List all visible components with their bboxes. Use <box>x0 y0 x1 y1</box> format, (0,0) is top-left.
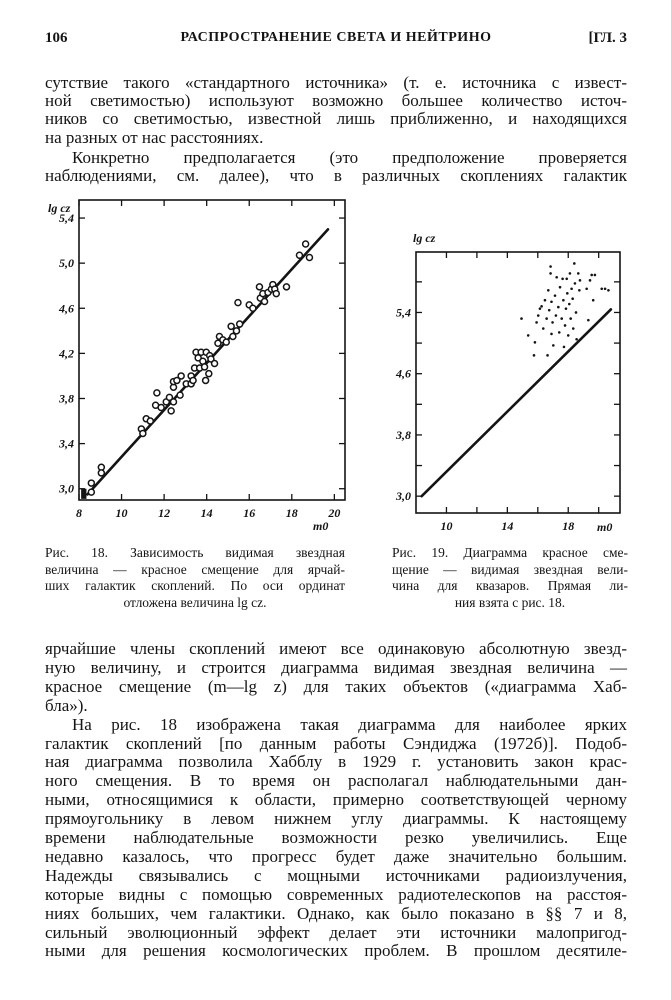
text-line: сильный эволюционный эффект делает эти источники малопригод- <box>45 922 627 942</box>
data-point <box>306 255 312 261</box>
data-point <box>570 287 573 290</box>
data-point <box>578 289 581 292</box>
data-point <box>206 371 212 377</box>
data-point <box>540 305 543 308</box>
data-point <box>223 339 229 345</box>
data-point <box>212 361 218 367</box>
data-point <box>546 354 549 357</box>
data-point <box>587 319 590 322</box>
y-tick-label: 4,6 <box>59 301 74 316</box>
data-point <box>554 294 557 297</box>
text-line: ниях больших, чем галактики. Однако, как было показано в §§ 7 и 8, <box>45 903 627 923</box>
text-line: Конкретно предполагается (это предположение проверяется <box>72 148 627 167</box>
text-line: ников со светимостью, известной лишь приближенно, и находящихся <box>45 109 627 128</box>
data-point <box>565 307 568 310</box>
fit-line <box>88 229 328 494</box>
data-point <box>273 291 279 297</box>
data-point <box>555 276 558 279</box>
figure-18-caption <box>45 545 345 611</box>
data-point <box>563 346 566 349</box>
data-point <box>237 321 243 327</box>
data-point <box>575 338 578 341</box>
data-point <box>555 314 558 317</box>
x-tick-label: 18 <box>562 519 575 533</box>
data-point <box>544 299 547 302</box>
data-point <box>168 408 174 414</box>
data-point <box>568 303 571 306</box>
data-point <box>545 317 548 320</box>
caption-line: ших галактик скоплений. По оси ординат <box>45 578 345 593</box>
data-point <box>569 317 572 320</box>
page-number: 106 <box>45 30 68 46</box>
text-line: галактик скоплений [по данным работы Сэндиджа (1972б)]. Подоб- <box>45 733 627 753</box>
data-point <box>562 299 565 302</box>
data-point <box>577 272 580 275</box>
plot-frame <box>416 252 620 513</box>
y-tick-label: 4,2 <box>59 346 74 361</box>
data-point <box>158 405 164 411</box>
data-point <box>202 364 208 370</box>
y-tick-label: 3,8 <box>396 427 411 442</box>
text-line: прямоугольнику в левом нижнем углу диаграммы. К настоящему <box>45 809 627 829</box>
caption-line: ния взята с рис. 18. <box>454 594 566 610</box>
data-point <box>262 299 268 305</box>
text-line: красное смещение (m—lg z) для таких объектов («диаграмма Хаб- <box>45 676 627 696</box>
x-tick-label: 16 <box>243 506 256 520</box>
text-line: бла»). <box>45 695 88 715</box>
text-line: ными для решения космологических проблем. В прошлом десятиле- <box>45 941 627 961</box>
data-point <box>548 309 551 312</box>
data-point <box>567 334 570 337</box>
data-point <box>98 470 104 476</box>
data-point <box>170 399 176 405</box>
data-point <box>571 297 574 300</box>
data-point <box>537 314 540 317</box>
text-line: ными, относящимися к области, примерно соответствующей черному <box>45 790 627 810</box>
data-point <box>566 292 569 295</box>
data-point <box>542 327 545 330</box>
text-line: недавно казалось, что прогресс будет даже значительно большим. <box>45 846 627 866</box>
caption-line: чина для квазаров. Прямая ли- <box>392 578 628 593</box>
data-point <box>190 377 196 383</box>
data-point <box>177 392 183 398</box>
caption-line: Рис. 19. Диаграмма красное сме- <box>392 545 628 560</box>
caption-line: отложена величина lg cz. <box>123 594 267 610</box>
caption-line: величина — красное смещение для ярчай- <box>45 561 345 577</box>
text-line: времени наблюдательные возможности резко увеличились. Еще <box>45 828 627 847</box>
data-point <box>552 344 555 347</box>
x-tick-label: 10 <box>440 519 453 533</box>
y-tick-label: 5,4 <box>396 305 411 320</box>
x-tick-label: 14 <box>200 506 213 520</box>
data-point <box>520 317 523 320</box>
data-point <box>558 331 561 334</box>
data-point <box>600 287 603 290</box>
data-point <box>569 272 572 275</box>
x-tick-label: 18 <box>285 506 298 520</box>
text-line: ная диаграмма позволила Хабблу в 1929 г. установить закон крас- <box>45 752 627 772</box>
data-point <box>607 289 610 292</box>
data-point <box>256 284 262 290</box>
data-point <box>557 306 560 309</box>
data-point <box>604 287 607 290</box>
fit-line <box>422 309 611 496</box>
text-line: наблюдениями, см. далее), что в различных скоплениях галактик <box>45 166 627 185</box>
figure-19-chart <box>380 220 640 540</box>
data-point <box>551 321 554 324</box>
data-point <box>154 390 160 396</box>
data-point <box>575 311 578 314</box>
data-point <box>560 317 563 320</box>
figure-19-caption <box>392 545 628 611</box>
text-line: На рис. 18 изображена такая диаграмма для наиболее ярких <box>72 714 627 734</box>
data-point <box>539 307 542 310</box>
chapter-label: [ГЛ. 3 <box>588 30 627 46</box>
text-line: ную величину, и строится диаграмма видимая звездная величина — <box>45 657 627 677</box>
y-axis-label: lg cz <box>48 201 71 215</box>
data-point <box>228 323 234 329</box>
x-axis-label: m0 <box>313 519 329 533</box>
data-point <box>534 341 537 344</box>
data-point <box>233 328 239 334</box>
figure-18-chart <box>30 195 370 540</box>
text-line: ного смещения. В то время он располагал наблюдательными дан- <box>45 771 627 791</box>
text-line: на разных от нас расстояниях. <box>45 128 264 147</box>
text-line: которые видны с помощью современных радиотелескопов на расстоя- <box>45 884 627 904</box>
text-line: ярчайшие члены скоплений имеют все одинаковую абсолютную звезд- <box>45 639 627 658</box>
data-point <box>147 418 153 424</box>
data-point <box>250 305 256 311</box>
data-point <box>572 327 575 330</box>
data-point <box>574 282 577 285</box>
caption-line: Рис. 18. Зависимость видимая звездная <box>45 545 345 560</box>
data-point <box>296 252 302 258</box>
data-point <box>88 480 94 486</box>
data-point <box>527 334 530 337</box>
running-header <box>45 30 627 50</box>
data-point <box>594 274 597 277</box>
data-point <box>585 287 588 290</box>
x-tick-label: 20 <box>328 506 341 520</box>
black-rectangle <box>81 489 86 499</box>
data-point <box>559 286 562 289</box>
y-tick-label: 3,8 <box>59 391 74 406</box>
data-point <box>590 274 593 277</box>
y-tick-label: 5,4 <box>59 211 74 226</box>
y-tick-label: 3,4 <box>59 436 74 451</box>
x-tick-label: 8 <box>76 506 82 520</box>
data-point <box>140 430 146 436</box>
text-line: сутствие такого «стандартного источника» (т. е. источника с извест- <box>45 73 627 92</box>
x-tick-label: 10 <box>115 506 128 520</box>
data-point <box>535 321 538 324</box>
y-tick-label: 3,0 <box>396 489 411 504</box>
caption-line: щение — видимая звездная вели- <box>392 561 628 577</box>
data-point <box>533 354 536 357</box>
data-point <box>565 277 568 280</box>
data-point <box>573 262 576 265</box>
x-tick-label: 14 <box>501 519 514 533</box>
y-tick-label: 3,0 <box>59 481 74 496</box>
data-point <box>235 300 241 306</box>
data-point <box>283 284 289 290</box>
y-tick-label: 5,0 <box>59 256 74 271</box>
x-axis-label: m0 <box>597 520 613 534</box>
data-point <box>589 279 592 282</box>
data-point <box>549 272 552 275</box>
y-axis-label: lg cz <box>413 231 436 245</box>
data-point <box>88 489 94 495</box>
data-point <box>592 299 595 302</box>
data-point <box>230 333 236 339</box>
data-point <box>547 289 550 292</box>
text-line: ной светимостью) используют возможно большее количество источ- <box>45 91 627 110</box>
y-tick-label: 4,6 <box>396 366 411 381</box>
data-point <box>550 333 553 336</box>
data-point <box>564 324 567 327</box>
data-point <box>203 377 209 383</box>
data-point <box>579 279 582 282</box>
text-line: Надежды связывались с мощными источниками радиоизлучения, <box>45 865 627 885</box>
data-point <box>561 277 564 280</box>
data-point <box>550 300 553 303</box>
running-title: РАСПРОСТРАНЕНИЕ СВЕТА И НЕЙТРИНО <box>180 30 492 45</box>
x-tick-label: 12 <box>158 506 171 520</box>
data-point <box>178 373 184 379</box>
data-point <box>303 241 309 247</box>
data-point <box>549 265 552 268</box>
